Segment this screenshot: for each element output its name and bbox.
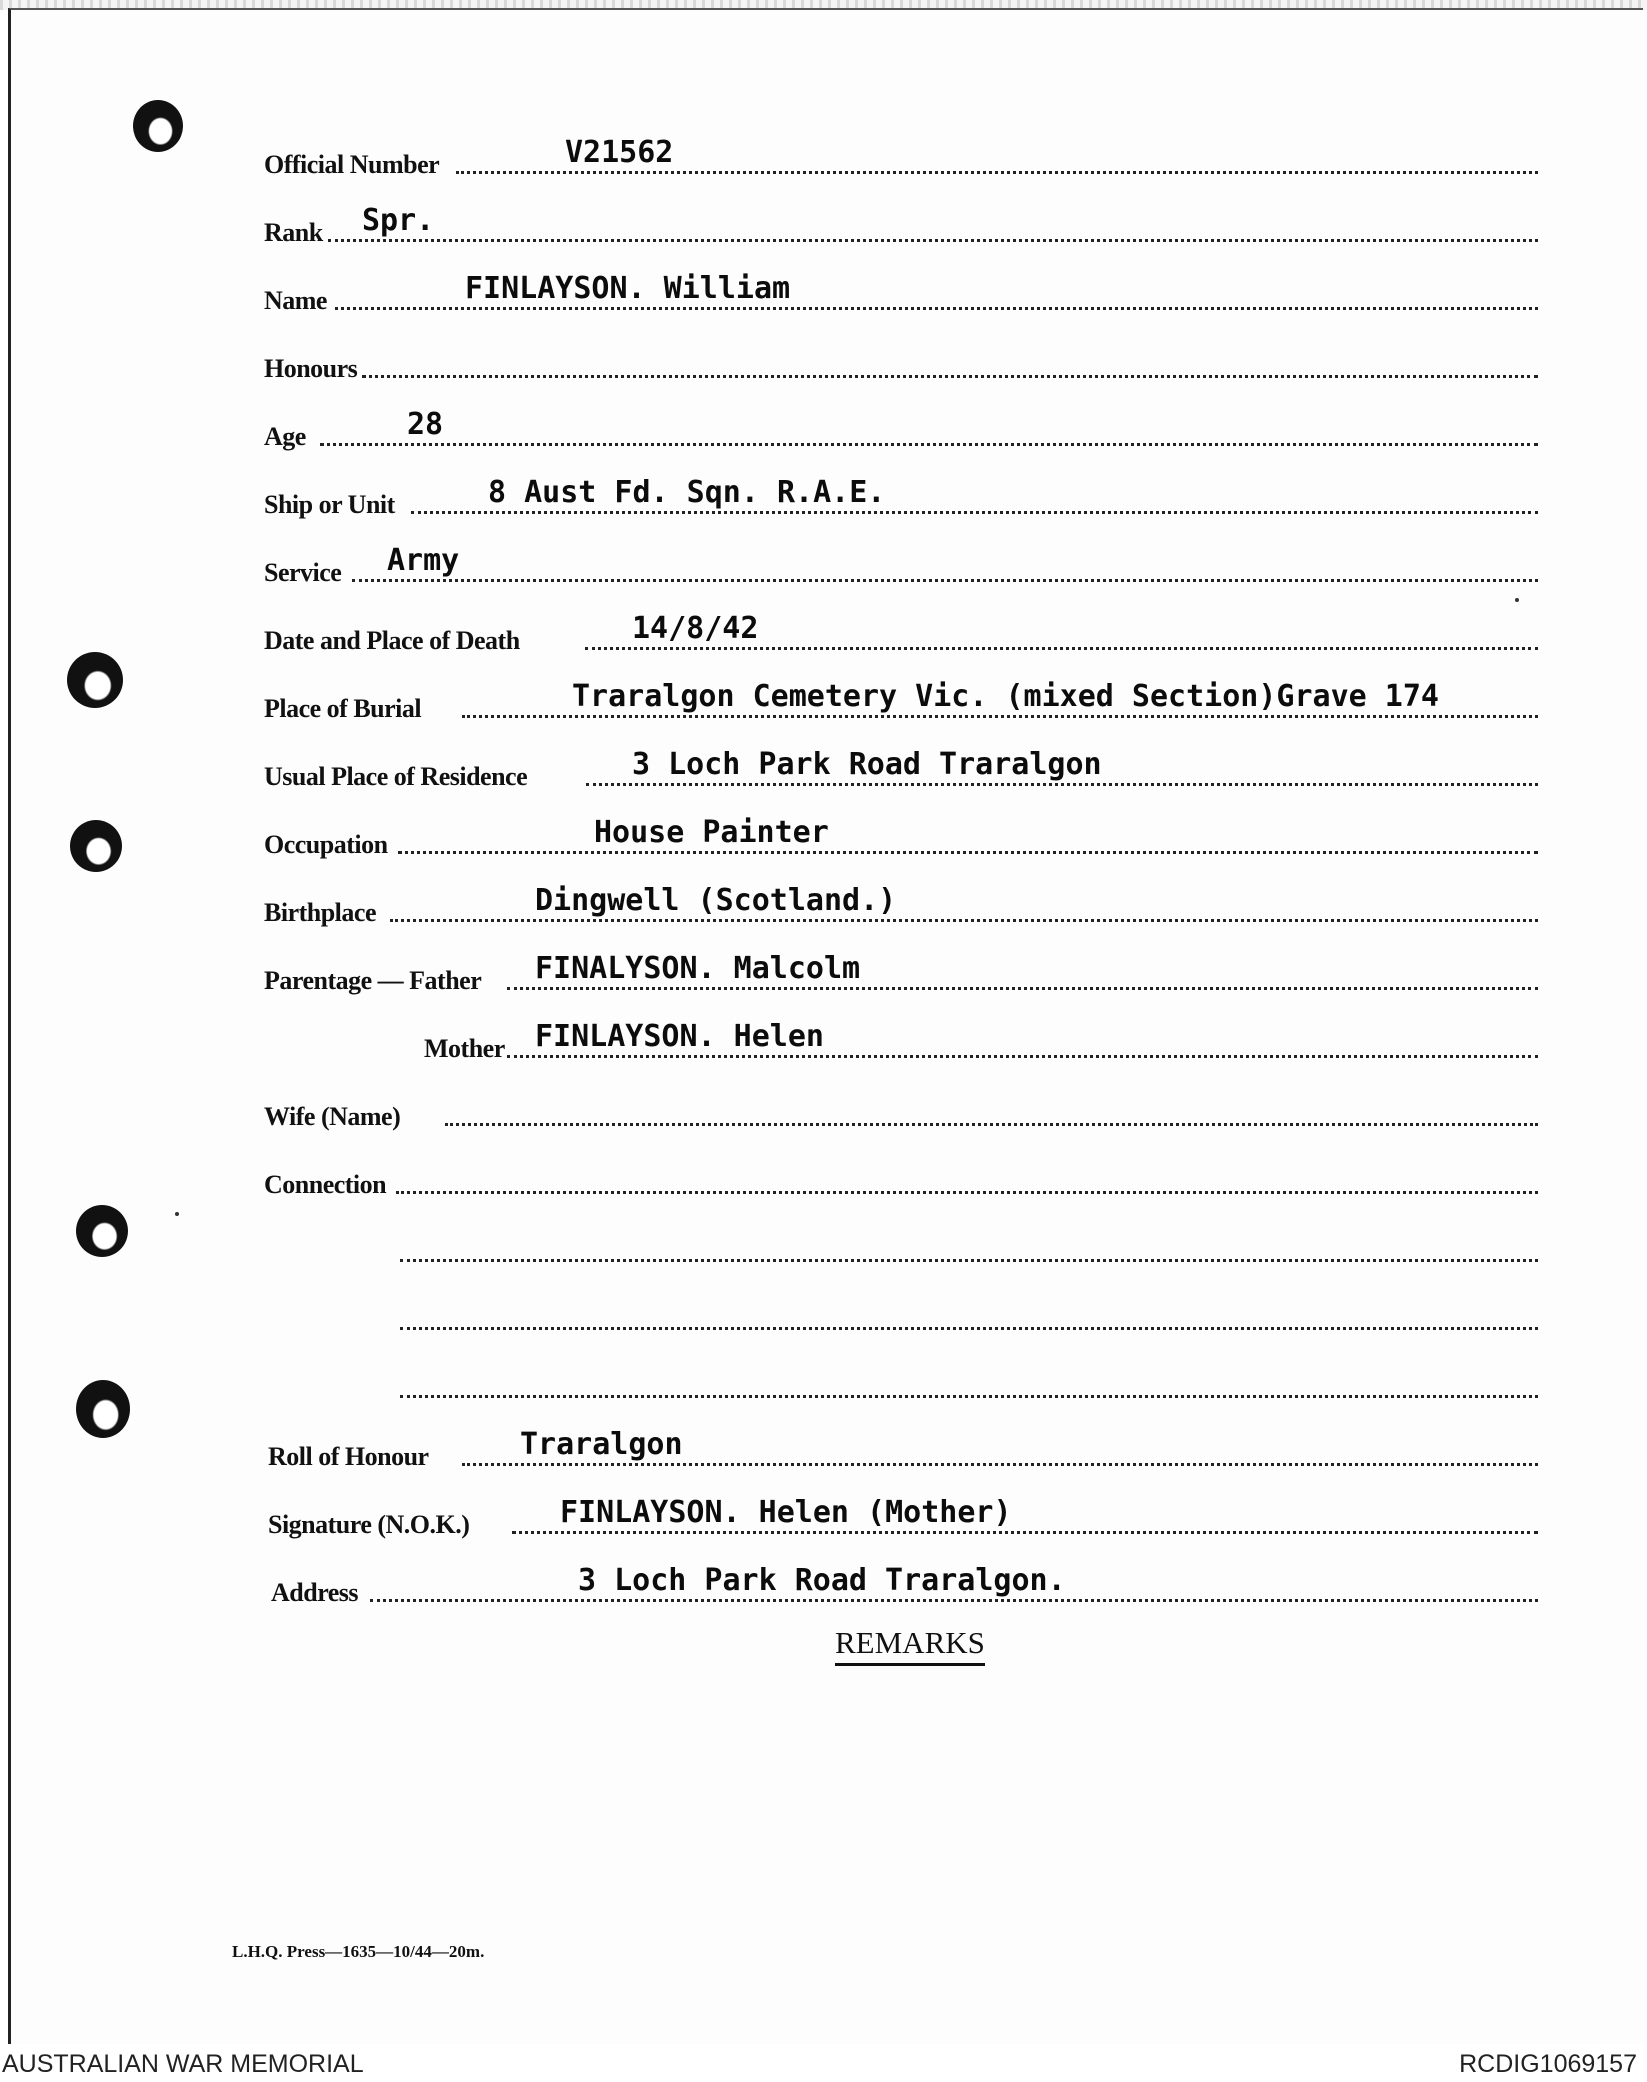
dotted-line [398,851,1538,854]
dotted-line [320,443,1538,446]
field-birthplace [0,878,1647,928]
dotted-line [335,307,1538,310]
field-value: FINLAYSON. Helen [535,1019,824,1054]
dotted-line [396,1191,1538,1194]
field-value: FINLAYSON. Helen (Mother) [560,1495,1012,1530]
field-ship-or-unit [0,470,1647,520]
field-value: 28 [407,407,444,442]
dotted-line [390,919,1538,922]
scan-speck [175,1212,179,1216]
field-official-number [0,130,1647,180]
field-place-of-burial [0,674,1647,724]
field-label: Mother [424,1034,505,1063]
footer-institution: AUSTRALIAN WAR MEMORIAL [2,2050,364,2078]
field-label: Place of Burial [264,694,422,723]
field-label: Ship or Unit [264,490,395,519]
field-date-place-death [0,606,1647,656]
field-value: Traralgon Cemetery Vic. (mixed Section)Grave 174 [572,679,1439,714]
field-blank-line [0,1218,1647,1268]
field-value: Dingwell (Scotland.) [535,883,897,918]
field-value: 3 Loch Park Road Traralgon. [578,1563,1066,1598]
dotted-line [585,647,1538,650]
field-label: Age [264,422,306,451]
dotted-line [445,1123,1538,1126]
field-address [0,1558,1647,1608]
remarks-heading: REMARKS [835,1625,985,1666]
field-rank [0,198,1647,248]
field-label: Rank [264,218,323,247]
field-label: Address [271,1578,359,1607]
field-value: Spr. [362,203,435,238]
field-label: Parentage — Father [264,966,482,995]
field-value: Army [387,543,460,578]
field-label: Usual Place of Residence [264,762,528,791]
dotted-line [462,1463,1538,1466]
field-value: FINALYSON. Malcolm [535,951,861,986]
field-label: Service [264,558,342,587]
field-value: FINLAYSON. William [465,271,791,306]
field-label: Signature (N.O.K.) [268,1510,470,1539]
field-value: Traralgon [520,1427,683,1462]
field-honours [0,334,1647,384]
field-value: 3 Loch Park Road Traralgon [632,747,1102,782]
field-label: Wife (Name) [264,1102,401,1131]
field-occupation [0,810,1647,860]
field-blank-line [0,1354,1647,1404]
archive-footer [0,2046,1647,2082]
dotted-line [411,511,1538,514]
field-value: House Painter [594,815,829,850]
field-signature-nok [0,1490,1647,1540]
dotted-line [507,1055,1538,1058]
dotted-line [400,1259,1538,1262]
dotted-line [328,239,1538,242]
field-blank-line [0,1286,1647,1336]
field-wife [0,1082,1647,1132]
field-label: Official Number [264,150,440,179]
field-mother [0,1014,1647,1064]
field-age [0,402,1647,452]
field-value: 8 Aust Fd. Sqn. R.A.E. [488,475,886,510]
dotted-line [507,987,1538,990]
field-usual-residence [0,742,1647,792]
scan-speck [1515,598,1519,602]
field-label: Occupation [264,830,388,859]
field-label: Honours [264,354,358,383]
field-label: Name [264,286,327,315]
dotted-line [352,579,1538,582]
dotted-line [512,1531,1538,1534]
dotted-line [586,783,1538,786]
field-label: Roll of Honour [268,1442,429,1471]
field-value: 14/8/42 [632,611,759,646]
field-value: V21562 [565,135,674,170]
dotted-line [400,1395,1538,1398]
field-label: Date and Place of Death [264,626,520,655]
field-father [0,946,1647,996]
dotted-line [456,171,1538,174]
dotted-line [462,715,1538,718]
field-label: Connection [264,1170,387,1199]
field-name [0,266,1647,316]
field-connection [0,1150,1647,1200]
field-roll-of-honour [0,1422,1647,1472]
press-mark: L.H.Q. Press—1635—10/44—20m. [232,1942,485,1961]
field-label: Birthplace [264,898,376,927]
field-service [0,538,1647,588]
dotted-line [400,1327,1538,1330]
dotted-line [370,1599,1538,1602]
dotted-line [362,375,1538,378]
footer-record-id: RCDIG1069157 [1459,2050,1637,2078]
